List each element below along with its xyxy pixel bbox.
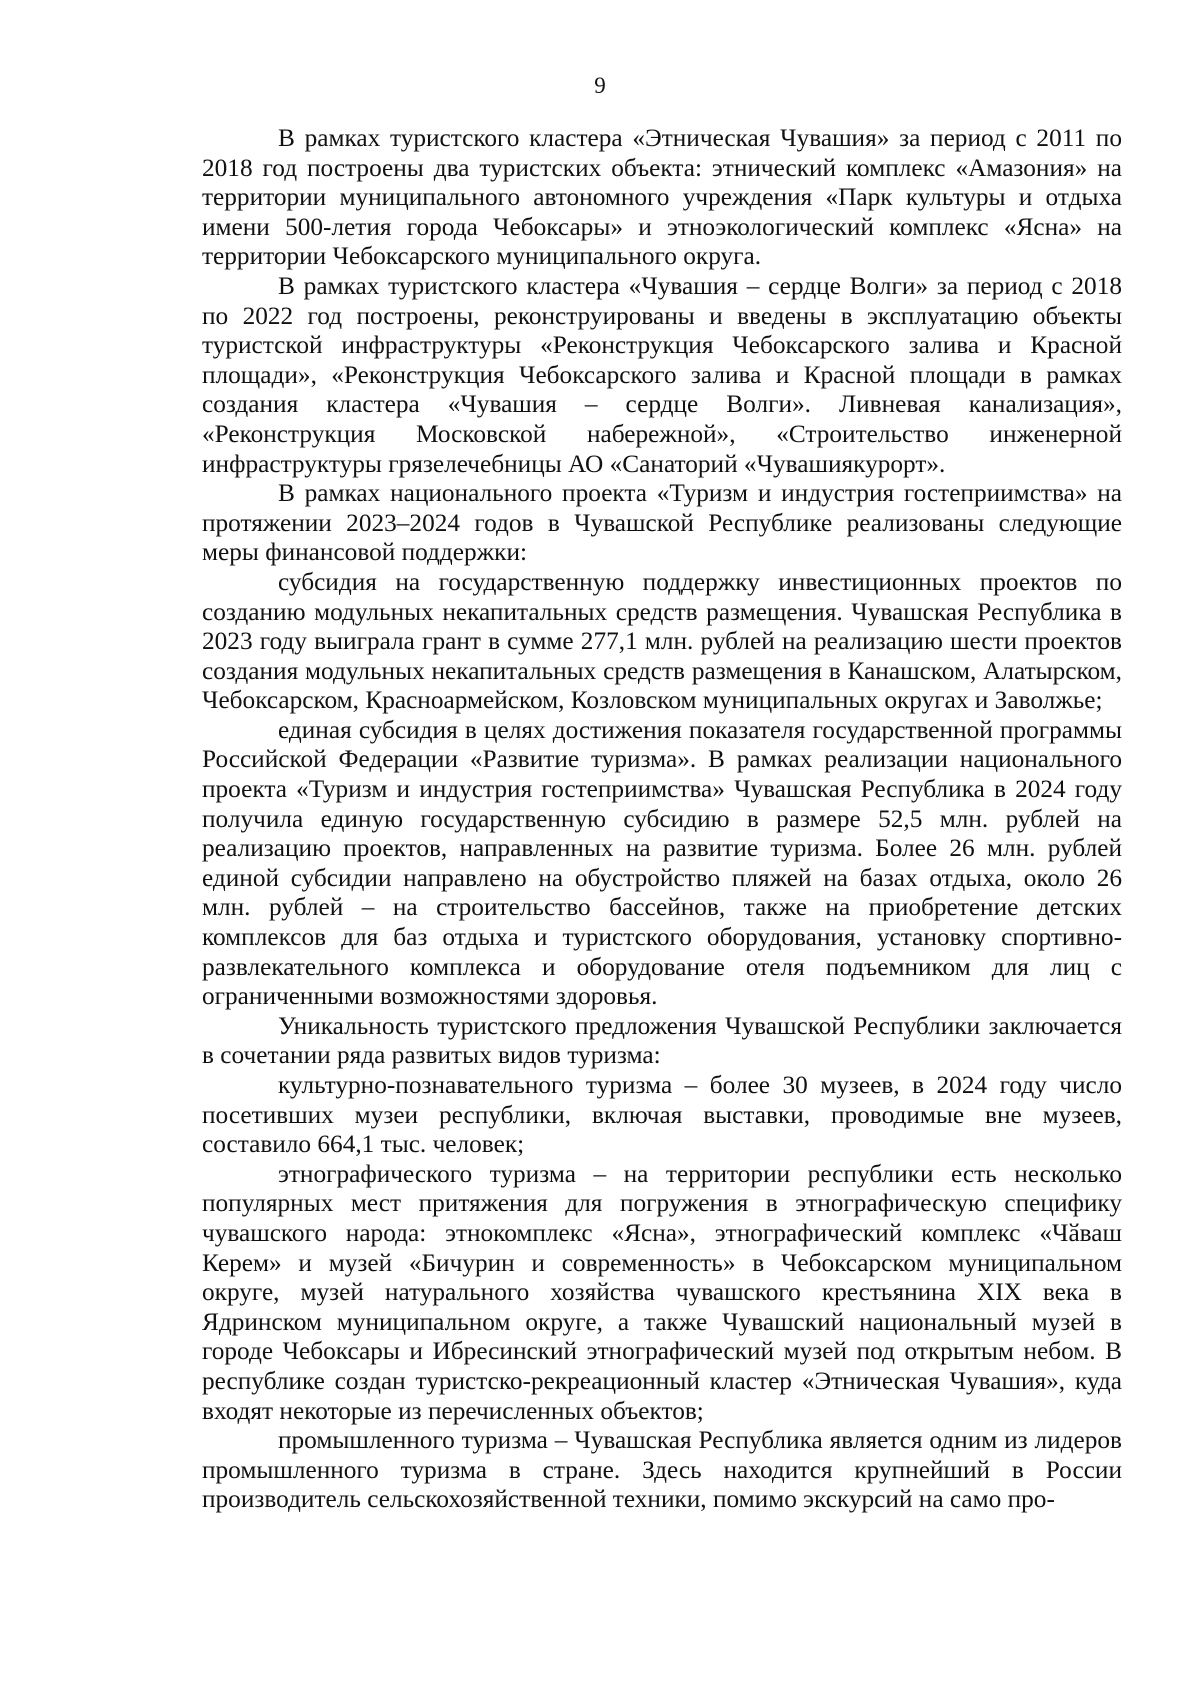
paragraph-industrial-tourism: промышленного туризма – Чувашская Республика является одним из лидеров промышленного туризма в стране. Здесь находится крупнейший в России производитель сельскохозяйственной техники, помимо экскурсий на само про- (202, 1426, 1122, 1514)
paragraph-modular-accommodation-subsidy: субсидия на государственную поддержку инвестиционных проектов по созданию модульных некапитальных средств размещения. Чувашская Республика в 2023 году выиграла грант в сумме 277,1 млн. рублей на реализацию шести проектов создания модульных некапитальных средств размещения в Канашском, Алатырском, Чебоксарском, Красноармейском, Козловском муниципальных округах и Заволжье; (202, 567, 1122, 715)
paragraph-cultural-tourism: культурно-познавательного туризма – более 30 музеев, в 2024 году число посетивших музеи республики, включая выставки, проводимые вне музеев, составило 664,1 тыс. человек; (202, 1071, 1122, 1159)
paragraph-ethnographic-tourism: этнографического туризма – на территории республики есть несколько популярных мест притяжения для погружения в этнографическую специфику чувашского народа: этнокомплекс «Ясна», этнографический комплекс «Чӑваш Керем» и музей «Бичурин и современность» в Чебоксарском муниципальном округе, музей натурального хозяйства чувашского крестьянина XIX века в Ядринском муниципальном округе, а также Чувашский национальный музей в городе Чебоксары и Ибресинский этнографический музей под открытым небом. В республике создан туристско-рекреационный кластер «Этническая Чувашия», куда входят некоторые из перечисленных объектов; (202, 1159, 1122, 1425)
paragraph-tourism-uniqueness: Уникальность туристского предложения Чувашской Республики заключается в сочетании ряда развитых видов туризма: (202, 1011, 1122, 1070)
paragraph-heart-of-volga-cluster: В рамках туристского кластера «Чувашия – сердце Волги» за период с 2018 по 2022 год построены, реконструированы и введены в эксплуатацию объекты туристской инфраструктуры «Реконструкция Чебоксарского залива и Красной площади», «Реконструкция Чебоксарского залива и Красной площади в рамках создания кластера «Чувашия – сердце Волги». Ливневая канализация», «Реконструкция Московской набережной», «Строительство инженерной инфраструктуры грязелечебницы АО «Санаторий «Чувашиякурорт». (202, 271, 1122, 478)
paragraph-national-project-support: В рамках национального проекта «Туризм и индустрия гостеприимства» на протяжении 2023–2024 годов в Чувашской Республике реализованы следующие меры финансовой поддержки: (202, 479, 1122, 567)
document-body (202, 124, 1122, 1515)
page-number: 9 (594, 73, 606, 98)
paragraph-ethnic-chuvashia-cluster: В рамках туристского кластера «Этническая Чувашия» за период с 2011 по 2018 год построены два туристских объекта: этнический комплекс «Амазония» на территории муниципального автономного учреждения «Парк культуры и отдыха имени 500-летия города Чебоксары» и этноэкологический комплекс «Ясна» на территории Чебоксарского муниципального округа. (202, 124, 1122, 271)
paragraph-unified-subsidy: единая субсидия в целях достижения показателя государственной программы Российской Федерации «Развитие туризма». В рамках реализации национального проекта «Туризм и индустрия гостеприимства» Чувашская Республика в 2024 году получила единую государственную субсидию в размере 52,5 млн. рублей на реализацию проектов, направленных на развитие туризма. Более 26 млн. рублей единой субсидии направлено на обустройство пляжей на базах отдыха, около 26 млн. рублей – на строительство бассейнов, также на приобретение детских комплексов для баз отдыха и туристского оборудования, установку спортивно-развлекательного комплекса и оборудование отеля подъемником для лиц с ограниченными возможностями здоровья. (202, 715, 1122, 1011)
